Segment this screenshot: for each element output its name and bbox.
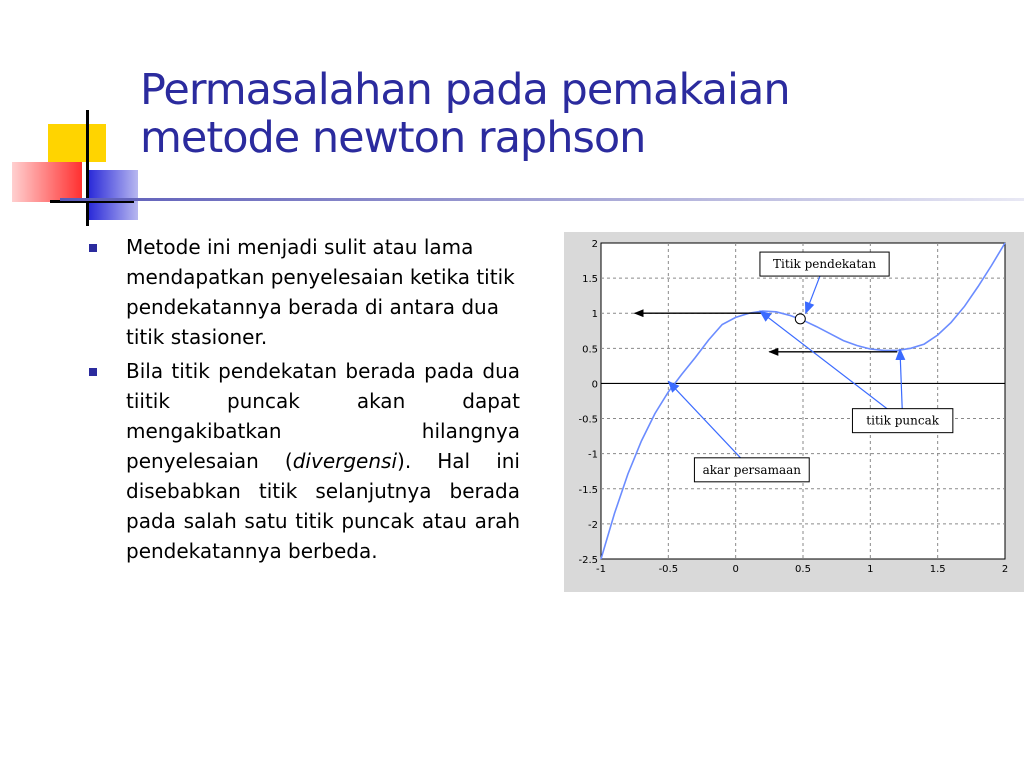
x-tick-label: 0 — [732, 564, 739, 575]
decoration-vertical-line — [86, 110, 89, 226]
decoration-red-square — [12, 162, 82, 202]
bullet-text-2 — [126, 356, 520, 566]
y-tick-label: -1 — [588, 449, 598, 461]
y-tick-label: -0.5 — [578, 414, 598, 426]
x-tick-label: 1 — [867, 564, 874, 575]
x-tick-label: 2 — [1001, 564, 1009, 575]
x-tick-label: -0.5 — [658, 564, 679, 575]
title-line-1: Permasalahan pada pemakaian — [140, 65, 790, 115]
bullet-text-2-italic: divergensi — [292, 449, 398, 473]
square-bullet-icon — [89, 368, 97, 376]
annotation-label: akar persamaan — [702, 462, 802, 477]
y-tick-label: 2 — [591, 239, 598, 250]
annotation-label: Titik pendekatan — [773, 257, 877, 272]
title-divider — [60, 198, 1024, 201]
y-tick-label: -1.5 — [578, 484, 598, 496]
bullet-item-2 — [86, 356, 520, 566]
title-line-2: metode newton raphson — [140, 113, 646, 163]
newton-raphson-chart — [564, 232, 1024, 592]
slide-title — [140, 66, 1000, 162]
y-tick-label: 0 — [591, 379, 598, 391]
x-tick-label: 1.5 — [929, 564, 946, 575]
y-tick-label: 1.5 — [582, 274, 598, 286]
y-tick-label: 1 — [591, 309, 598, 321]
bullet-text-2-before: Bila titik pendekatan berada pada dua tiitik puncak akan dapat mengakibatkan hilangnya penyelesaian ( — [126, 359, 520, 473]
y-tick-label: -2.5 — [578, 555, 598, 566]
chart-svg — [564, 232, 1024, 592]
bullet-text-1: Metode ini menjadi sulit atau lama mendapatkan penyelesaian ketika titik pendekatannya berada di antara dua titik stasioner. — [126, 235, 515, 349]
approximation-point-marker — [795, 314, 805, 324]
square-bullet-icon — [89, 244, 97, 252]
bullet-list — [86, 232, 520, 570]
y-tick-label: 0.5 — [582, 344, 598, 356]
x-tick-label: -1 — [596, 564, 606, 575]
y-tick-label: -2 — [588, 519, 598, 531]
bullet-item-1 — [86, 232, 520, 352]
bullet-text-2-after: ). Hal ini disebabkan titik selanjutnya berada pada salah satu titik puncak atau arah pendekatannya berbeda. — [126, 449, 520, 563]
decoration-blue-square — [88, 170, 138, 220]
x-tick-label: 0.5 — [795, 564, 811, 575]
annotation-label: titik puncak — [866, 413, 940, 428]
decoration-yellow-square-top — [48, 124, 106, 162]
